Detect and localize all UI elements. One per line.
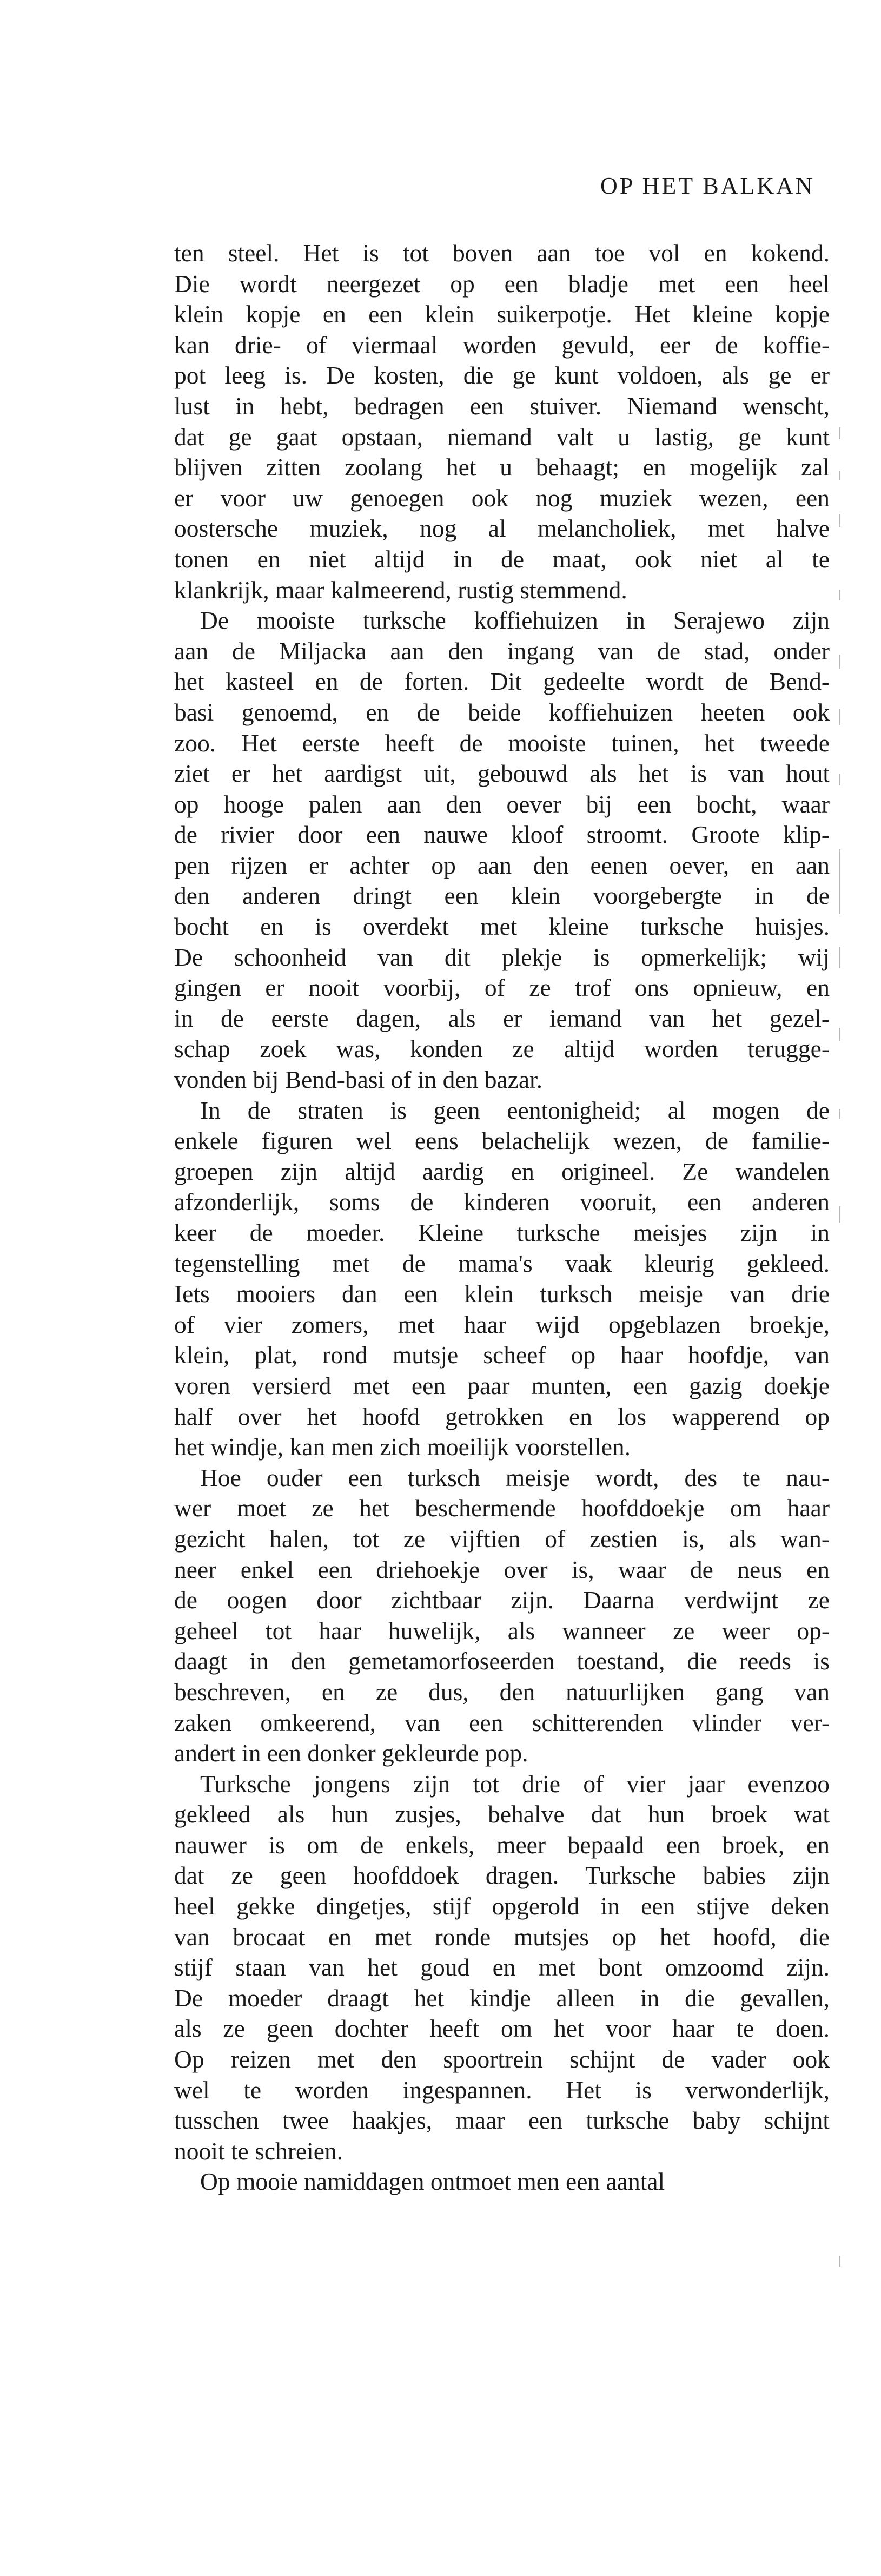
text-line: zaken omkeerend, van een schitterenden vlinder ver-	[174, 1708, 830, 1736]
text-line: beschreven, en ze dus, den natuurlijken gang van	[174, 1677, 830, 1706]
text-line: van brocaat en met ronde mutsjes op het hoofd, die	[174, 1923, 830, 1951]
text-line: zoo. Het eerste heeft de mooiste tuinen, het tweede	[174, 729, 830, 757]
text-line: neer enkel een driehoekje over is, waar de neus en	[174, 1555, 830, 1583]
text-line: klein, plat, rond mutsje scheef op haar hoofdje, van	[174, 1341, 830, 1369]
text-line: nooit te schreien.	[174, 2137, 343, 2165]
text-line: Iets mooiers dan een klein turksch meisje van drie	[174, 1280, 830, 1308]
text-line: of vier zomers, met haar wijd opgeblazen broekje,	[174, 1310, 830, 1338]
text-line: enkele figuren wel eens belachelijk wezen, de familie-	[174, 1127, 830, 1155]
text-line: tonen en niet altijd in de maat, ook niet al te	[174, 545, 830, 573]
text-line: dat ze geen hoofddoek dragen. Turksche babies zijn	[174, 1861, 830, 1890]
text-line: nauwer is om de enkels, meer bepaald een broek, en	[174, 1831, 830, 1859]
text-line: het kasteel en de forten. Dit gedeelte wordt de Bend-	[174, 668, 830, 696]
text-line: dat ge gaat opstaan, niemand valt u lastig, ge kunt	[174, 422, 830, 451]
text-line: de rivier door een nauwe kloof stroomt. Groote klip-	[174, 821, 830, 849]
text-line: Turksche jongens zijn tot drie of vier jaar evenzoo	[200, 1769, 830, 1798]
text-line: pen rijzen er achter op aan den eenen oever, en aan	[174, 851, 830, 879]
text-line: Op mooie namiddagen ontmoet men een aantal	[200, 2168, 665, 2196]
text-line: groepen zijn altijd aardig en origineel. Ze wandelen	[174, 1157, 830, 1185]
text-line: ten steel. Het is tot boven aan toe vol en kokend.	[174, 239, 830, 267]
text-line: Hoe ouder een turksch meisje wordt, des te nau-	[200, 1463, 830, 1491]
text-line: klein kopje en een klein suikerpotje. Het kleine kopje	[174, 300, 830, 328]
text-line: gekleed als hun zusjes, behalve dat hun broek wat	[174, 1800, 830, 1828]
text-line: in de eerste dagen, als er iemand van het gezel-	[174, 1004, 830, 1032]
text-line: keer de moeder. Kleine turksche meisjes zijn in	[174, 1219, 830, 1246]
text-line: Op reizen met den spoortrein schijnt de vader ook	[174, 2045, 830, 2073]
text-line: als ze geen dochter heeft om het voor haar te doen.	[174, 2014, 830, 2043]
text-line: lust in hebt, bedragen een stuiver. Niemand wenscht,	[174, 392, 830, 420]
running-header: OP HET BALKAN	[600, 173, 815, 199]
text-line: pot leeg is. De kosten, die ge kunt voldoen, als ge er	[174, 361, 830, 389]
text-line: geheel tot haar huwelijk, als wanneer ze weer op-	[174, 1616, 830, 1644]
text-line: wel te worden ingespannen. Het is verwonderlijk,	[174, 2076, 830, 2104]
text-line: blijven zitten zoolang het u behaagt; en mogelijk zal	[174, 453, 830, 481]
margin-marks	[839, 427, 845, 2267]
text-line: afzonderlijk, soms de kinderen vooruit, een anderen	[174, 1188, 830, 1216]
text-line: klankrijk, maar kalmeerend, rustig stemmend.	[174, 576, 627, 604]
text-line: De schoonheid van dit plekje is opmerkelijk; wij	[174, 943, 830, 971]
text-line: kan drie- of viermaal worden gevuld, eer de koffie-	[174, 331, 830, 359]
text-line: De mooiste turksche koffiehuizen in Serajewo zijn	[200, 606, 830, 635]
text-line: schap zoek was, konden ze altijd worden terugge-	[174, 1035, 830, 1063]
text-line: tusschen twee haakjes, maar een turksche baby schijnt	[174, 2106, 830, 2135]
text-line: bocht en is overdekt met kleine turksche huisjes.	[174, 913, 830, 941]
text-line: daagt in den gemetamorfoseerden toestand, die reeds is	[174, 1647, 830, 1675]
text-line: oostersche muziek, nog al melancholiek, met halve	[174, 514, 830, 543]
text-line: In de straten is geen eentonigheid; al mogen de	[200, 1096, 830, 1124]
text-line: het windje, kan men zich moeilijk voorstellen.	[174, 1433, 631, 1461]
text-line: er voor uw genoegen ook nog muziek wezen, een	[174, 484, 830, 512]
text-line: aan de Miljacka aan den ingang van de stad, onder	[174, 637, 830, 665]
text-line: De moeder draagt het kindje alleen in die gevallen,	[174, 1984, 830, 2012]
text-line: voren versierd met een paar munten, een gazig doekje	[174, 1371, 830, 1399]
text-line: vonden bij Bend-basi of in den bazar.	[174, 1066, 543, 1094]
text-line: ziet er het aardigst uit, gebouwd als het is van hout	[174, 759, 830, 788]
text-line: tegenstelling met de mama's vaak kleurig gekleed.	[174, 1249, 830, 1277]
text-line: gingen er nooit voorbij, of ze trof ons opnieuw, en	[174, 974, 830, 1002]
text-line: andert in een donker gekleurde pop.	[174, 1739, 528, 1767]
body-text	[174, 238, 830, 2197]
text-line: stijf staan van het goud en met bont omzoomd zijn.	[174, 1953, 830, 1981]
text-line: basi genoemd, en de beide koffiehuizen heeten ook	[174, 698, 830, 726]
text-line: heel gekke dingetjes, stijf opgerold in een stijve deken	[174, 1892, 830, 1920]
text-line: op hooge palen aan den oever bij een bocht, waar	[174, 790, 830, 818]
text-line: gezicht halen, tot ze vijftien of zestien is, als wan-	[174, 1524, 830, 1553]
text-line: Die wordt neergezet op een bladje met een heel	[174, 269, 830, 298]
text-line: de oogen door zichtbaar zijn. Daarna verdwijnt ze	[174, 1586, 830, 1614]
text-line: den anderen dringt een klein voorgebergte in de	[174, 882, 830, 910]
text-line: half over het hoofd getrokken en los wapperend op	[174, 1402, 830, 1430]
text-line: wer moet ze het beschermende hoofddoekje om haar	[174, 1494, 830, 1522]
